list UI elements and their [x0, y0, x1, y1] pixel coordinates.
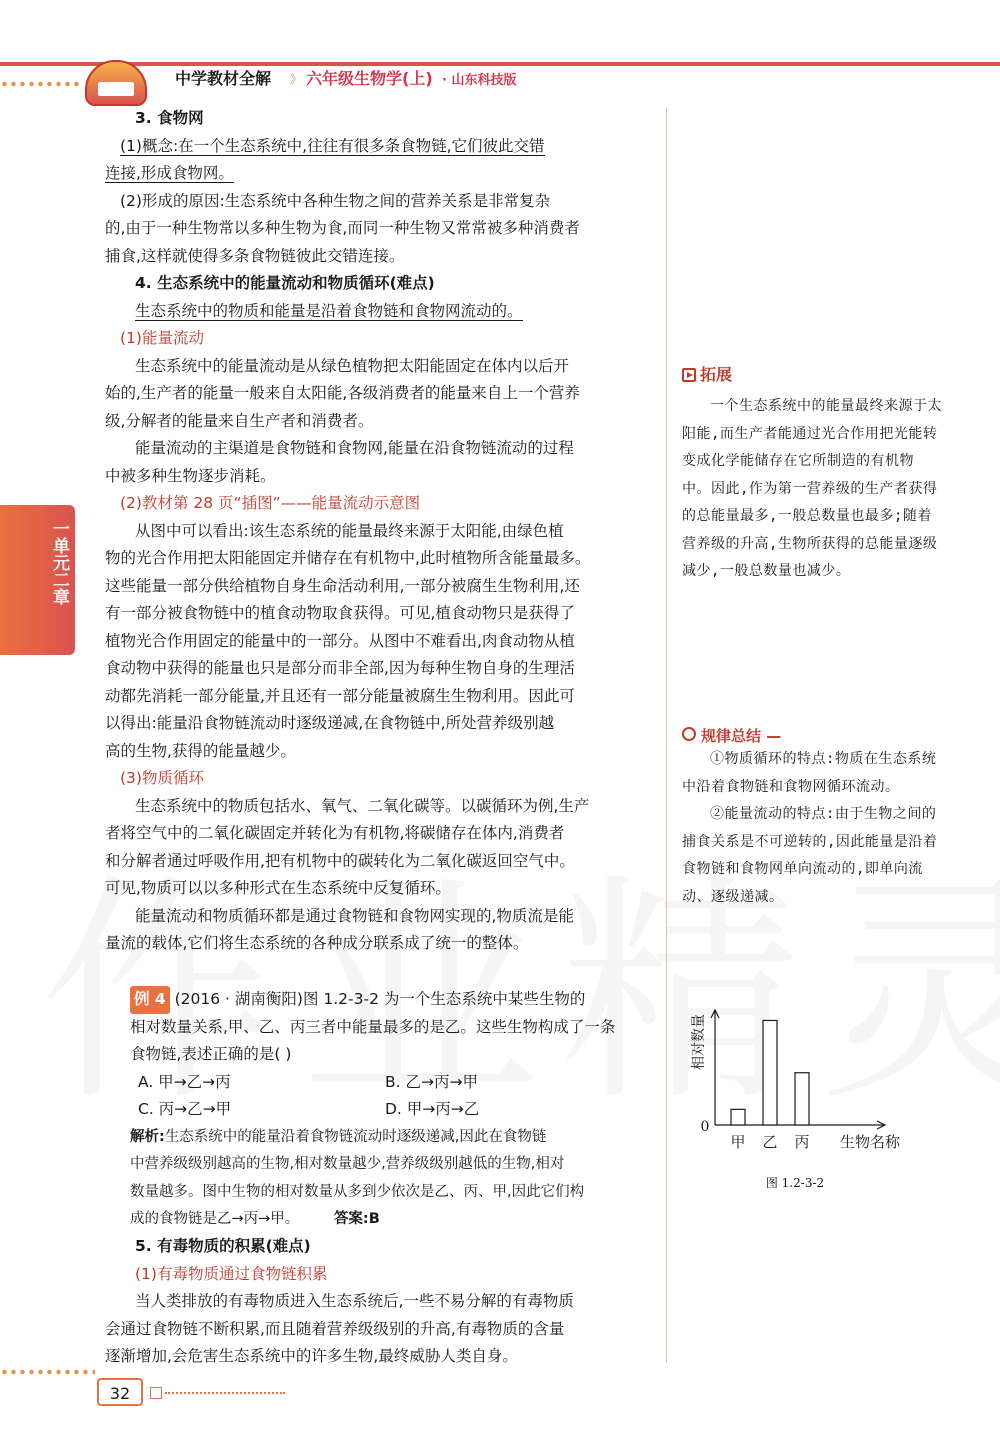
book-icon [98, 82, 134, 96]
main-line: 量流的载体,它们将生态系统的各种成分联系成了统一的整体。 [105, 934, 529, 952]
main-line: 这些能量一部分供给植物自身生命活动利用,一部分被腐生生物利用,还 [105, 576, 580, 595]
main-line: 连接,形成食物网。 [105, 164, 234, 182]
main-line: 有一部分被食物链中的植食动物取食获得。可见,植食动物只是获得了 [105, 604, 575, 622]
main-line: (1)概念:在一个生态系统中,往往有很多条食物链,它们彼此交错 [120, 136, 545, 155]
section-5-line-1: 当人类排放的有毒物质进入生态系统后,一些不易分解的有毒物质 [135, 1292, 574, 1310]
main-content [105, 105, 655, 958]
chart-caption: 图 1.2-3-2 [765, 1176, 825, 1190]
bar-乙 [763, 1020, 777, 1125]
extension-body: 一个生态系统中的能量最终来源于太阳能,而生产者能通过光合作用把光能转变成化学能储存在它所制造的有机物中。因此,作为第一营养级的生产者获得的总能量最多,一般总数量也最多;随着营养级的升高,生物所获得的总能量逐级减少,一般总数量也减少。 [682, 398, 942, 579]
page-number: 32 [97, 1378, 143, 1406]
header-subtitle: 六年级生物学(上) [306, 69, 433, 88]
main-line: 捕食,这样就使得多条食物链彼此交错连接。 [105, 246, 405, 265]
example-line-3: 食物链,表述正确的是( ) [130, 1045, 292, 1063]
header-title: 中学教材全解 [175, 69, 272, 88]
header-publisher: · 山东科技版 [442, 73, 517, 88]
rule-summary-note: 规律总结 — ①物质循环的特点:物质在生态系统中沿着食物链和食物网循环流动。 ②能量流动的特点:由于生物之间的捕食关系是不可逆转的,因此能量是沿着食物链和食物网单向流动的,即单向流动、逐级递减。 [682, 725, 942, 911]
main-line: (2)教材第 28 页“插图”——能量流动示意图 [120, 494, 421, 512]
rule-summary-title: 规律总结 [701, 727, 762, 745]
main-line: 中被多种生物逐步消耗。 [105, 466, 276, 485]
x-axis-label: 生物名称 [840, 1133, 901, 1151]
main-line: 3. 食物网 [135, 109, 204, 127]
extension-title: 拓展 [700, 365, 733, 384]
analysis-line-1: 生态系统中的能量沿着食物链流动时逐级递减,因此在食物链 [164, 1128, 547, 1145]
example-label: 例 4 [130, 986, 170, 1014]
main-line: 能量流动的主渠道是食物链和食物网,能量在沿食物链流动的过程 [135, 439, 574, 457]
example-line-1: (2016 · 湖南衡阳)图 1.2-3-2 为一个生态系统中某些生物的 [174, 990, 586, 1008]
chapter-side-tab-label: 一单元二章 [49, 520, 69, 605]
x-tick-label: 甲 [730, 1133, 746, 1151]
main-line: 从图中可以看出:该生态系统的能量最终来源于太阳能,由绿色植 [135, 521, 564, 540]
x-tick-label: 丙 [794, 1133, 810, 1151]
option-a: A. 甲→乙→丙 [138, 1072, 231, 1091]
y-axis-label: 相对数量 [691, 1014, 707, 1070]
header-separator: 》 [290, 72, 303, 86]
play-icon [682, 368, 696, 382]
main-line: 可见,物质可以以多种形式在生态系统中反复循环。 [105, 879, 451, 897]
section-5 [105, 1233, 665, 1371]
section-5-line-2: 会通过食物链不断积累,而且随着营养级级别的升高,有毒物质的含量 [105, 1319, 565, 1338]
main-line: 以得出:能量沿食物链流动时逐级递减,在食物链中,所处营养级别越 [105, 714, 555, 732]
header-dots [0, 80, 80, 88]
main-line: 物的光合作用把太阳能固定并储存在有机物中,此时植物所含能量最多。 [105, 549, 591, 567]
main-line: 食动物中获得的能量也只是部分而非全部,因为每种生物自身的生理活 [105, 659, 575, 677]
analysis-line-2: 中营养级级别越高的生物,相对数量越少,营养级级别越低的生物,相对 [130, 1156, 565, 1172]
main-line: 生态系统中的能量流动是从绿色植物把太阳能固定在体内以后开 [135, 356, 570, 375]
footer-dots [0, 1368, 95, 1376]
column-divider [666, 108, 667, 1363]
analysis-line-4: 成的食物链是乙→丙→甲。 [130, 1211, 300, 1227]
main-line: 动都先消耗一部分能量,并且还有一部分能量被腐生生物利用。因此可 [105, 686, 575, 705]
option-c: C. 丙→乙→甲 [138, 1100, 232, 1118]
main-line: 生态系统中的物质和能量是沿着食物链和食物网流动的。 [135, 301, 523, 320]
main-line: 和分解者通过呼吸作用,把有机物中的碳转化为二氧化碳返回空气中。 [105, 851, 575, 870]
x-tick-label: 乙 [762, 1133, 778, 1151]
example-4 [130, 986, 660, 1234]
main-line: (3)物质循环 [120, 769, 204, 787]
option-b: B. 乙→丙→甲 [385, 1072, 478, 1091]
main-line: (2)形成的原因:生态系统中各种生物之间的营养关系是非常复杂 [120, 191, 551, 210]
main-line: 者将空气中的二氧化碳固定并转化为有机物,将碳储存在体内,消费者 [105, 824, 565, 842]
section-5-title: 5. 有毒物质的积累(难点) [135, 1237, 311, 1255]
bar-丙 [795, 1073, 809, 1125]
main-line: 能量流动和物质循环都是通过食物链和食物网实现的,物质流是能 [135, 906, 574, 925]
answer: 答案:B [333, 1211, 380, 1227]
main-line: 植物光合作用固定的能量中的一部分。从图中不难看出,肉食动物从植 [105, 631, 575, 650]
header-bar [0, 62, 1000, 66]
extension-note [682, 362, 942, 586]
section-5-line-3: 逐渐增加,会危害生态系统中的许多生物,最终威胁人类自身。 [105, 1347, 518, 1365]
main-line: 4. 生态系统中的能量流动和物质循环(难点) [135, 274, 435, 292]
main-line: 始的,生产者的能量一般来自太阳能,各级消费者的能量来自上一个营养 [105, 384, 580, 402]
bullseye-icon [682, 727, 696, 741]
analysis-label: 解析: [130, 1128, 165, 1145]
footer-box [150, 1387, 162, 1399]
footer-line [165, 1392, 285, 1394]
example-line-2: 相对数量关系,甲、乙、丙三者中能量最多的是乙。这些生物构成了一条 [130, 1017, 616, 1036]
main-line: 的,由于一种生物常以多种生物为食,而同一种生物又常常被多种消费者 [105, 219, 580, 237]
section-5-subtitle: (1)有毒物质通过食物链积累 [135, 1264, 328, 1283]
option-d: D. 甲→丙→乙 [385, 1100, 480, 1118]
bar-甲 [731, 1109, 745, 1125]
main-line: 级,分解者的能量来自生产者和消费者。 [105, 411, 374, 430]
bar-chart [690, 1000, 920, 1220]
main-line: 生态系统中的物质包括水、氧气、二氧化碳等。以碳循环为例,生产 [135, 796, 590, 815]
rule-summary-p2: ②能量流动的特点:由于生物之间的捕食关系是不可逆转的,因此能量是沿着食物链和食物网单向流动的,即单向流动、逐级递减。 [682, 806, 938, 905]
origin-label: 0 [700, 1119, 710, 1135]
rule-summary-p1: ①物质循环的特点:物质在生态系统中沿着食物链和食物网循环流动。 [682, 751, 937, 795]
main-line: 高的生物,获得的能量越少。 [105, 741, 296, 760]
main-line: (1)能量流动 [120, 329, 204, 347]
analysis-line-3: 数量越多。图中生物的相对数量从多到少依次是乙、丙、甲,因此它们构 [130, 1183, 585, 1200]
